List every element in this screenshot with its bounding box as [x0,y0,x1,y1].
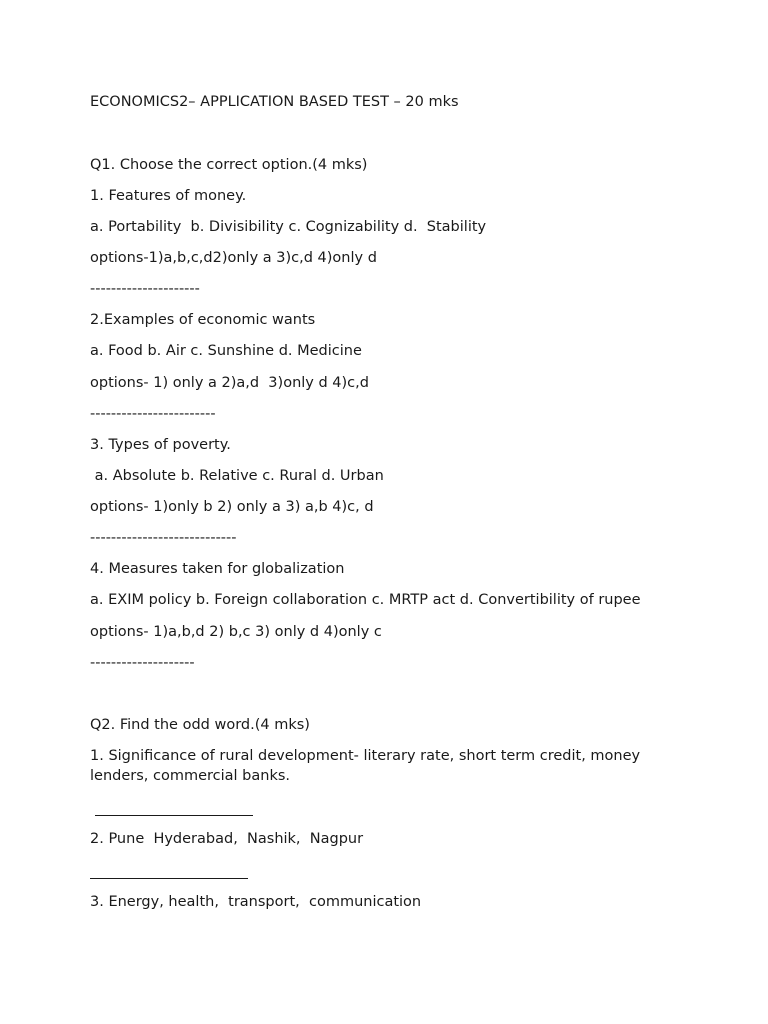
q1-item-3-question: 3. Types of poverty. [90,437,231,453]
test-title: ECONOMICS2– APPLICATION BASED TEST – 20 mks [90,94,459,110]
document-page [90,0,690,1024]
q1-item-1-separator: --------------------- [90,281,200,297]
q1-item-4-separator: -------------------- [90,655,195,671]
q2-heading: Q2. Find the odd word.(4 mks) [90,717,310,733]
q1-item-1-choices: a. Portability b. Divisibility c. Cognizability d. Stability [90,219,487,235]
q1-item-2-options: options- 1) only a 2)a,d 3)only d 4)c,d [90,375,369,391]
q1-item-1-options: options-1)a,b,c,d2)only a 3)c,d 4)only d [90,250,377,266]
q2-item-1-answer-blank[interactable] [95,815,253,816]
q2-item-3: 3. Energy, health, transport, communication [90,894,422,910]
q1-item-2-separator: ------------------------ [90,406,216,422]
q2-item-2-answer-blank[interactable] [90,878,248,879]
q1-item-3-options: options- 1)only b 2) only a 3) a,b 4)c, d [90,499,374,515]
q1-item-2-choices: a. Food b. Air c. Sunshine d. Medicine [90,343,362,359]
q2-item-2: 2. Pune Hyderabad, Nashik, Nagpur [90,831,364,847]
q1-item-4-choices: a. EXIM policy b. Foreign collaboration c. MRTP act d. Convertibility of rupee [90,592,641,608]
q1-item-3-separator: ---------------------------- [90,530,237,546]
q2-item-1: 1. Significance of rural development- literary rate, short term credit, money lenders, commercial banks. [90,748,641,784]
q1-item-1-question: 1. Features of money. [90,188,247,204]
q1-item-4-options: options- 1)a,b,d 2) b,c 3) only d 4)only c [90,624,382,640]
q1-item-2-question: 2.Examples of economic wants [90,312,316,328]
q1-heading: Q1. Choose the correct option.(4 mks) [90,157,368,173]
q1-item-4-question: 4. Measures taken for globalization [90,561,345,577]
q1-item-3-choices: a. Absolute b. Relative c. Rural d. Urban [90,468,384,484]
